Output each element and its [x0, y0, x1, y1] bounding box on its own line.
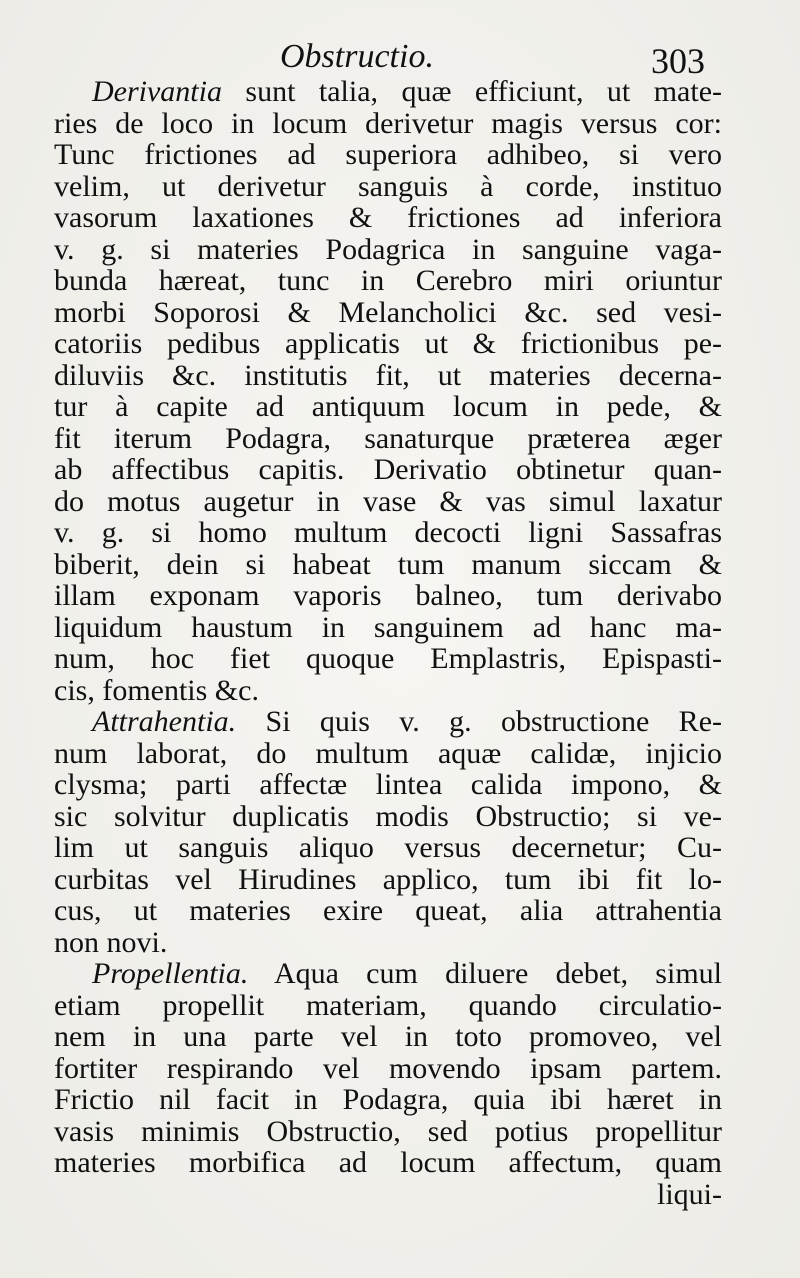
line-text: sunt talia, quæ efficiunt, ut mate- [221, 75, 722, 108]
text-line: materies morbifica ad locum affectum, quam [54, 1146, 722, 1179]
text-line: ries de loco in locum derivetur magis versus cor: [54, 106, 722, 140]
page-number: 303 [651, 41, 705, 81]
text-line [54, 706, 722, 738]
text-line: morbi Soporosi & Melancholici &c. sed vesi- [54, 295, 722, 329]
text-line: ab affectibus capitis. Derivatio obtinetur quan- [54, 453, 722, 486]
body-text [54, 76, 722, 1210]
text-line: do motus augetur in vase & vas simul laxatur [54, 484, 722, 518]
text-line: diluviis &c. institutis fit, ut materies decerna- [54, 358, 722, 392]
text-line: biberit, dein si habeat tum manum siccam & [54, 547, 722, 581]
running-title: Obstructio. [280, 38, 434, 75]
text-line: num, hoc fiet quoque Emplastris, Epispasti- [54, 642, 722, 675]
text-line: fit iterum Podagra, sanaturque præterea æger [54, 421, 722, 455]
paragraph-lead: Propellentia. [92, 957, 249, 990]
text-line: non novi. [54, 925, 168, 959]
paragraph-lead: Attrahentia. [92, 705, 237, 738]
text-line: fortiter respirando vel movendo ipsam partem. [54, 1051, 722, 1085]
text-line: v. g. si homo multum decocti ligni Sassafras [54, 516, 722, 549]
text-line: illam exponam vaporis balneo, tum derivabo [54, 579, 722, 612]
text-line: catoriis pedibus applicatis ut & frictionibus pe- [54, 327, 722, 360]
text-line: Frictio nil facit in Podagra, quia ibi hæret in [54, 1083, 722, 1116]
text-line: sic solvitur duplicatis modis Obstructio; si ve- [54, 799, 722, 833]
text-line: clysma; parti affectæ lintea calida impono, & [54, 768, 722, 801]
text-line: cis, fomentis &c. [54, 673, 259, 707]
text-line: bunda hæreat, tunc in Cerebro miri oriuntur [54, 264, 722, 297]
text-line: cus, ut materies exire queat, alia attrahentia [54, 894, 722, 927]
text-line: num laborat, do multum aquæ calidæ, injicio [54, 736, 722, 770]
text-line: vasorum laxationes & frictiones ad inferiora [54, 201, 722, 234]
paragraph-lead: Derivantia [92, 75, 222, 108]
text-line: v. g. si materies Podagrica in sanguine vaga- [54, 232, 722, 266]
text-line: Tunc frictiones ad superiora adhibeo, si vero [54, 138, 722, 171]
text-line: lim ut sanguis aliquo versus decernetur; Cu- [54, 831, 722, 864]
catchword: liqui- [657, 1177, 722, 1211]
line-text: Si quis v. g. obstructione Re- [236, 705, 722, 738]
text-line: velim, ut derivetur sanguis à corde, instituo [54, 169, 722, 203]
text-line: liquidum haustum in sanguinem ad hanc ma- [54, 610, 722, 644]
text-line [54, 958, 722, 990]
text-line: etiam propellit materiam, quando circulatio- [54, 988, 722, 1022]
text-line: nem in una parte vel in toto promoveo, vel [54, 1020, 722, 1053]
text-line [54, 76, 722, 108]
line-text: Aqua cum diluere debet, simul [248, 957, 722, 990]
text-line: tur à capite ad antiquum locum in pede, & [54, 390, 722, 423]
text-line: vasis minimis Obstructio, sed potius propellitur [54, 1114, 722, 1148]
text-line: curbitas vel Hirudines applico, tum ibi fit lo- [54, 862, 722, 896]
